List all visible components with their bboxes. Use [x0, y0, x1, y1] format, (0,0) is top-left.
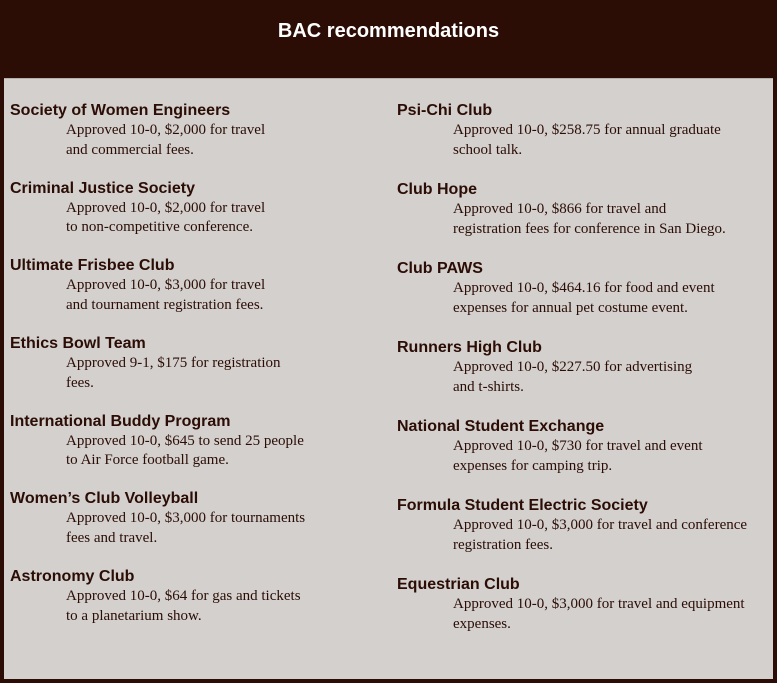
club-description: Approved 10-0, $2,000 for travel and commercial fees.	[66, 122, 266, 158]
club-entry	[397, 417, 769, 496]
club-entry	[10, 256, 390, 334]
club-entry	[397, 180, 769, 259]
club-name: Formula Student Electric Society	[397, 497, 648, 514]
recommendations-panel	[4, 78, 773, 679]
club-description: Approved 10-0, $2,000 for travel to non-competitive conference.	[66, 199, 266, 236]
club-entry	[10, 179, 390, 257]
club-name: Criminal Justice Society	[10, 179, 195, 197]
club-entry	[10, 412, 390, 490]
club-name: Club PAWS	[397, 260, 483, 277]
club-entry	[397, 575, 769, 654]
club-name: Society of Women Engineers	[10, 102, 231, 119]
club-entry	[10, 334, 390, 412]
header-bar	[0, 0, 777, 76]
club-description: Approved 10-0, $866 for travel and registration fees for conference in San Diego.	[453, 201, 726, 237]
left-column	[10, 101, 390, 645]
club-description: Approved 10-0, $258.75 for annual graduate school talk.	[453, 122, 721, 158]
club-name: Psi-Chi Club	[397, 102, 493, 119]
club-name: Ethics Bowl Team	[10, 335, 146, 353]
club-description: Approved 10-0, $464.16 for food and event expenses for annual pet costume event.	[453, 280, 715, 316]
club-entry	[10, 489, 390, 567]
club-name: International Buddy Program	[10, 412, 231, 430]
club-description: Approved 10-0, $730 for travel and event expenses for camping trip.	[453, 438, 703, 474]
club-name: Equestrian Club	[397, 576, 520, 593]
club-name: Astronomy Club	[10, 568, 135, 586]
club-name: Club Hope	[397, 181, 477, 198]
club-description: Approved 10-0, $645 to send 25 people to Air Force football game.	[66, 432, 304, 469]
club-name: Runners High Club	[397, 339, 542, 356]
club-entry	[397, 338, 769, 417]
club-name: Ultimate Frisbee Club	[10, 257, 175, 275]
club-entry	[397, 101, 769, 180]
club-description: Approved 10-0, $3,000 for travel and equipment expenses.	[453, 596, 745, 632]
club-name: Women’s Club Volleyball	[10, 490, 199, 508]
club-description: Approved 10-0, $227.50 for advertising and t-shirts.	[453, 359, 693, 395]
club-description: Approved 10-0, $3,000 for travel and conference registration fees.	[453, 517, 748, 553]
right-column	[397, 101, 769, 654]
club-description: Approved 10-0, $3,000 for tournaments fees and travel.	[66, 510, 306, 546]
club-description: Approved 9-1, $175 for registration fees.	[66, 355, 281, 391]
club-description: Approved 10-0, $64 for gas and tickets to a planetarium show.	[66, 588, 301, 624]
club-entry	[397, 259, 769, 338]
club-entry	[10, 101, 390, 179]
club-name: National Student Exchange	[397, 418, 605, 435]
club-entry	[10, 567, 390, 645]
page-title: BAC recommendations	[277, 20, 500, 42]
club-entry	[397, 496, 769, 575]
club-description: Approved 10-0, $3,000 for travel and tournament registration fees.	[66, 277, 266, 313]
